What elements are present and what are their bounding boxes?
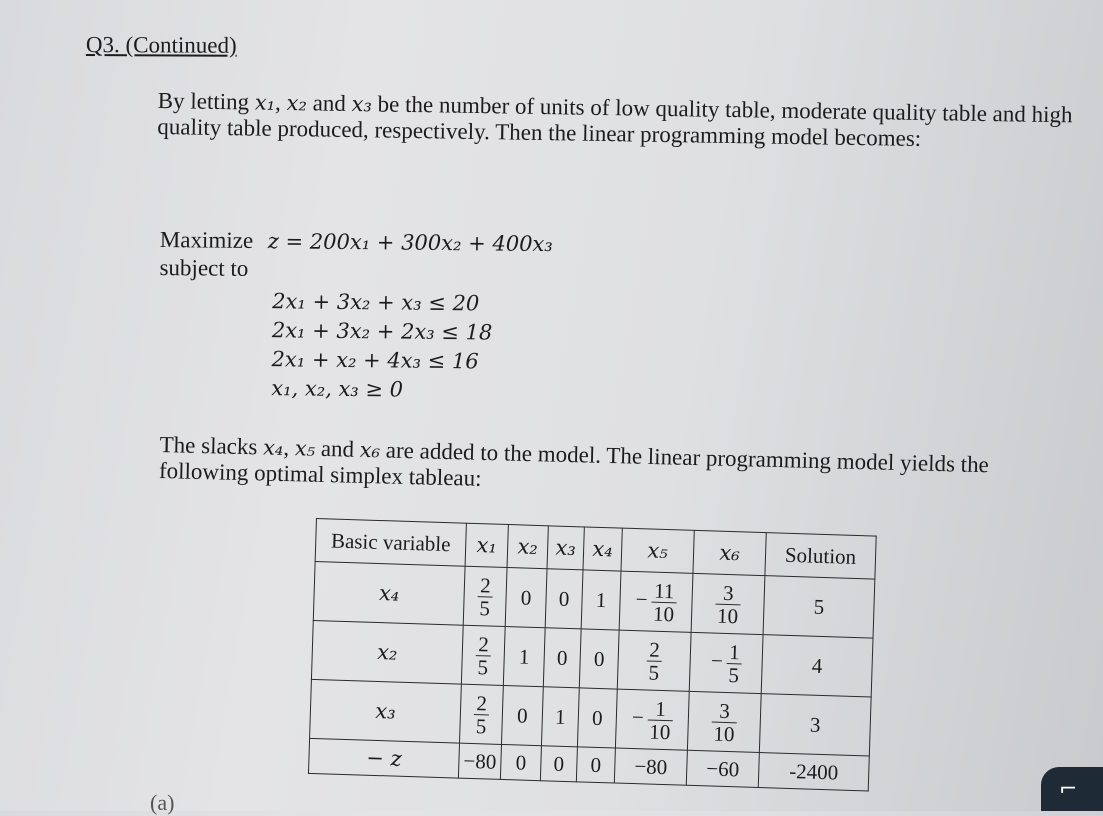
denominator: 10 — [649, 719, 671, 744]
simplex-tableau — [308, 518, 877, 791]
basic-variable-cell: x₂ — [311, 620, 463, 684]
objective-function: z = 200x₁ + 300x₂ + 400x₃ — [267, 229, 553, 257]
fraction-cell — [691, 573, 765, 634]
fraction-cell — [461, 625, 505, 685]
subject-to-label: subject to — [159, 254, 249, 281]
fraction-cell — [617, 630, 691, 691]
denominator: 5 — [475, 713, 487, 738]
constraint-2: 2x₁ + 3x₂ + 2x₃ ≤ 18 — [271, 318, 493, 345]
denominator: 5 — [479, 595, 491, 621]
constraint-3: 2x₁ + x₂ + 4x₃ ≤ 16 — [271, 347, 479, 374]
var-x5: x₅ — [294, 436, 316, 461]
value-cell: 0 — [505, 568, 547, 628]
numerator: 2 — [478, 631, 490, 656]
question-heading: Q3. (Continued) — [85, 32, 237, 58]
denominator: 10 — [716, 603, 739, 628]
header-x3: x₃ — [547, 526, 584, 570]
value-cell: 0 — [579, 629, 619, 689]
solution-cell: 5 — [763, 576, 875, 638]
numerator: 1 — [728, 639, 741, 664]
numerator: 11 — [653, 578, 675, 603]
slacks-text-2: and — [314, 435, 361, 462]
slacks-sep: , — [283, 435, 296, 461]
fraction-cell — [615, 689, 689, 750]
value-cell: 1 — [503, 626, 545, 686]
lp-model — [158, 226, 760, 408]
numerator: 2 — [648, 637, 661, 662]
next-part-label: (a) — [150, 790, 175, 815]
value-cell: −80 — [614, 748, 687, 785]
fraction-cell — [463, 566, 507, 626]
value-cell: 0 — [540, 746, 577, 782]
header-basic-variable: Basic variable — [315, 519, 466, 567]
solution-cell: 3 — [759, 694, 871, 756]
slacks-text-1: The slacks — [159, 432, 264, 460]
minus-sign: − — [631, 704, 645, 730]
crop-overlay[interactable] — [1041, 767, 1103, 811]
denominator: 5 — [477, 654, 489, 679]
value-cell: −60 — [686, 750, 759, 787]
intro-paragraph — [157, 88, 1088, 155]
numerator: 3 — [719, 698, 731, 723]
header-x4: x₄ — [583, 527, 622, 571]
var-x4: x₄ — [262, 435, 284, 461]
var-x6: x₆ — [359, 437, 381, 463]
header-x6: x₆ — [693, 530, 766, 575]
value-cell: 1 — [541, 687, 579, 747]
numerator: 3 — [722, 580, 734, 605]
var-x3: x₃ — [351, 92, 373, 117]
crop-icon: ⌐ — [1059, 777, 1078, 802]
value-cell: 0 — [576, 747, 615, 783]
numerator: 2 — [476, 690, 488, 715]
solution-cell: -2400 — [758, 753, 869, 791]
value-cell: −80 — [458, 743, 501, 779]
basic-variable-cell: x₃ — [310, 679, 462, 743]
var-x2: x₂ — [286, 91, 308, 116]
nonnegativity-constraint: x₁, x₂, x₃ ≥ 0 — [271, 376, 404, 402]
fraction-cell — [619, 571, 693, 632]
intro-text-1: By letting — [157, 88, 256, 115]
header-x5: x₅ — [621, 528, 694, 573]
tableau-table — [308, 518, 877, 791]
constraint-1: 2x₁ + 3x₂ + x₃ ≤ 20 — [272, 289, 480, 316]
minus-sign: − — [635, 586, 648, 612]
denominator: 5 — [648, 660, 660, 685]
value-cell: 0 — [543, 628, 581, 688]
intro-text-3: be the number of units of low quality table, moderate quality table and high quality table produced, respectively. Then the linear programming model becomes: — [157, 91, 1073, 151]
slacks-paragraph — [159, 432, 1060, 506]
slacks-text-3: are added to the model. The linear programming model yields the following optimal simplex tableau: — [158, 437, 990, 491]
solution-cell: 4 — [761, 635, 873, 697]
value-cell: 1 — [581, 570, 621, 630]
header-solution: Solution — [765, 533, 876, 579]
basic-variable-cell: − z — [308, 738, 459, 778]
basic-variable-cell: x₄ — [313, 561, 465, 625]
header-x1: x₁ — [465, 523, 508, 567]
constraint-list — [271, 287, 759, 408]
maximize-label: Maximize — [159, 226, 254, 253]
var-x1: x₁ — [254, 90, 276, 115]
value-cell: 0 — [500, 744, 541, 780]
intro-text-2: and — [306, 90, 352, 117]
value-cell: 0 — [545, 569, 583, 629]
fraction-cell — [687, 691, 761, 752]
numerator: 1 — [654, 696, 667, 721]
header-x2: x₂ — [507, 525, 548, 569]
numerator: 2 — [479, 572, 492, 598]
denominator: 10 — [652, 601, 675, 626]
fraction-cell — [459, 684, 503, 744]
denominator: 10 — [713, 721, 735, 746]
minus-sign: − — [710, 648, 724, 673]
intro-sep: , — [274, 89, 287, 116]
denominator: 5 — [728, 662, 740, 687]
value-cell: 0 — [577, 688, 617, 748]
fraction-cell — [689, 632, 763, 693]
value-cell: 0 — [501, 685, 543, 745]
